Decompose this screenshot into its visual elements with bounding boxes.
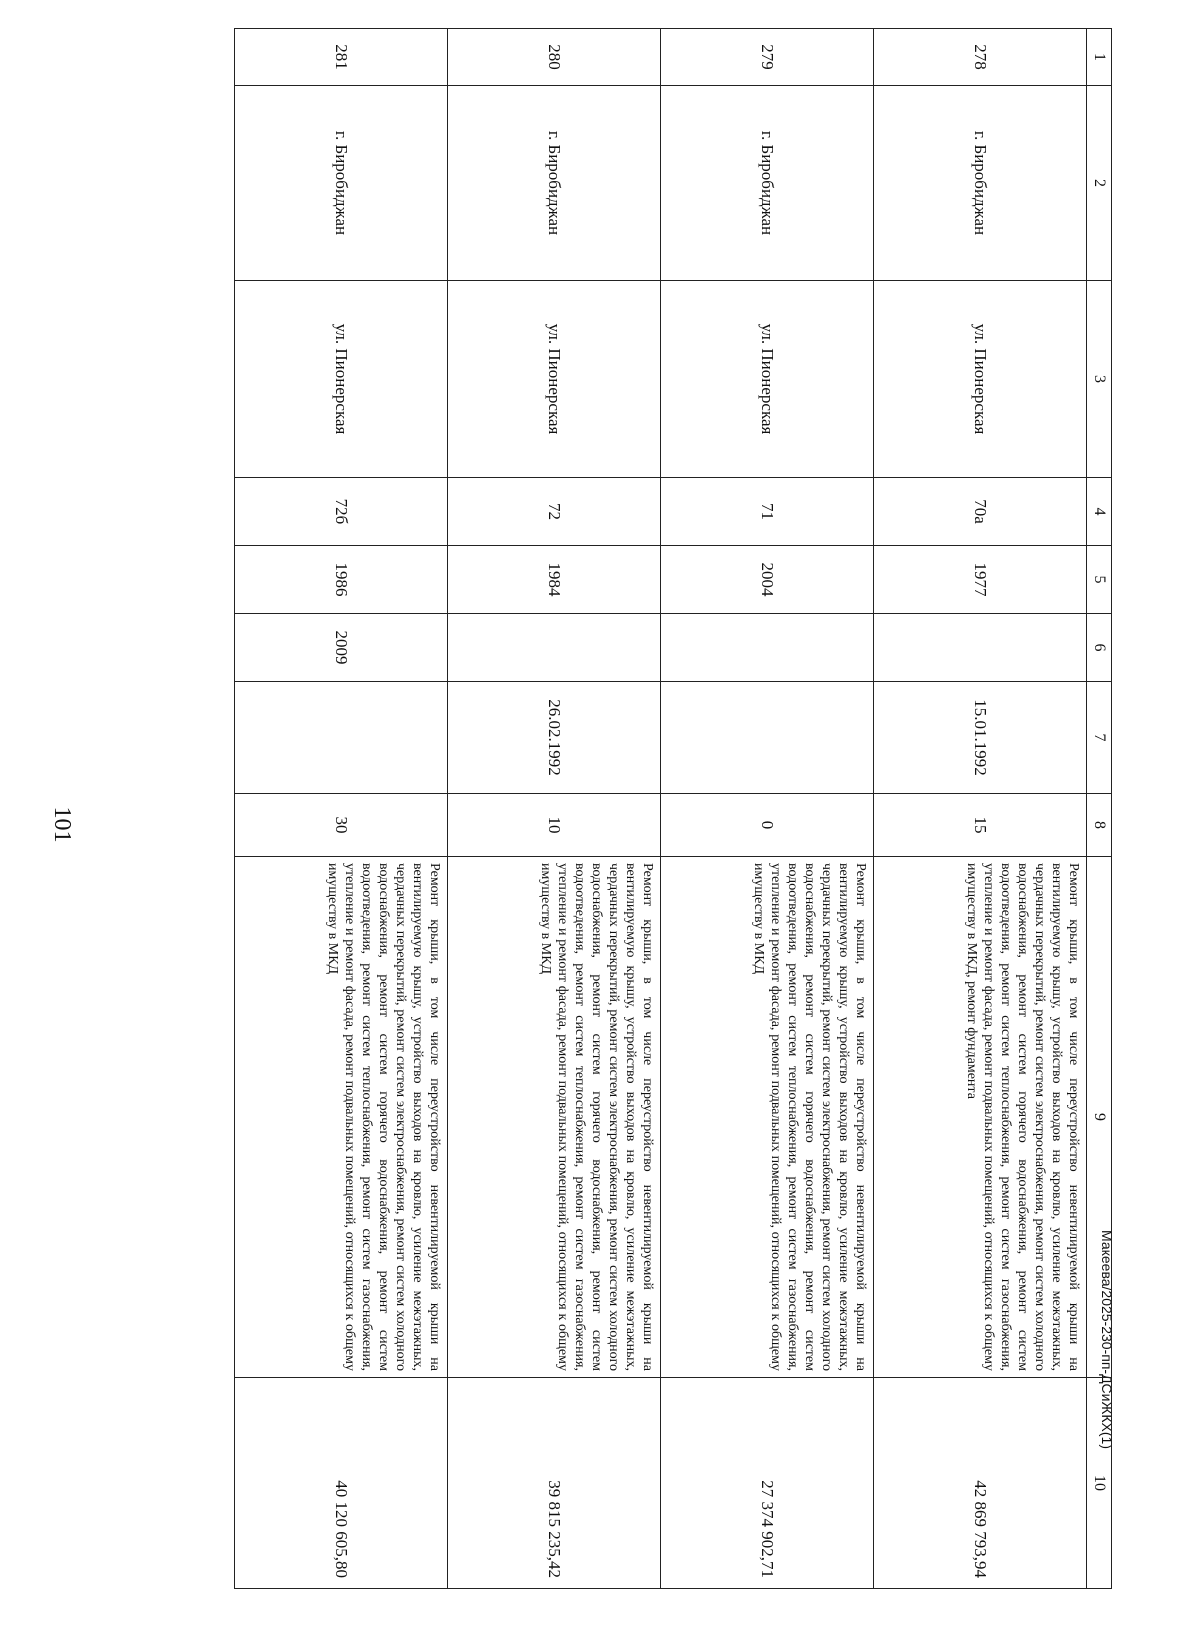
row-number: 281: [235, 29, 448, 86]
row-number: 280: [448, 29, 661, 86]
cost-cell: 40 120 605,80: [235, 1378, 448, 1589]
column-number-row: [1087, 29, 1112, 1589]
column-number: 5: [1087, 546, 1112, 614]
year-built-cell: 1977: [874, 546, 1087, 614]
year-built-cell: 2004: [661, 546, 874, 614]
year-repair-cell: [661, 614, 874, 682]
table-row: [661, 29, 874, 1589]
cost-cell: 27 374 902,71: [661, 1378, 874, 1589]
table-row: [235, 29, 448, 1589]
city-cell: г. Биробиджан: [448, 86, 661, 281]
year-repair-cell: [874, 614, 1087, 682]
year-built-cell: 1984: [448, 546, 661, 614]
row-number: 278: [874, 29, 1087, 86]
works-cell: Ремонт крыши, в том числе переустройство невентилируемой крыши на вентилируемую крышу, устройство выходов на кровлю, усиление межэтажных, чердачных перекрытий, ремонт систем электроснабжения, ремонт систем холодного водоснабжения, ремонт систем горячего водоснабжения, ремонт систем водоотведения, ремонт систем теплоснабжения, ремонт систем газоснабжения, утепление и ремонт фасада, ремонт подвальных помещений, относящихся к общему имуществу в МКД: [235, 857, 448, 1378]
street-cell: ул. Пионерская: [448, 281, 661, 478]
table-body: [235, 29, 1112, 1589]
year-built-cell: 1986: [235, 546, 448, 614]
buildings-table: [234, 28, 1112, 1589]
row-number: 279: [661, 29, 874, 86]
column-number: 7: [1087, 682, 1112, 794]
street-cell: ул. Пионерская: [661, 281, 874, 478]
works-cell: Ремонт крыши, в том числе переустройство невентилируемой крыши на вентилируемую крышу, устройство выходов на кровлю, усиление межэтажных, чердачных перекрытий, ремонт систем электроснабжения, ремонт систем холодного водоснабжения, ремонт систем горячего водоснабжения, ремонт систем водоотведения, ремонт систем теплоснабжения, ремонт систем газоснабжения, утепление и ремонт фасада, ремонт подвальных помещений, относящихся к общему имуществу в МКД, ремонт фундамента: [874, 857, 1087, 1378]
year-repair-cell: 2009: [235, 614, 448, 682]
wear-cell: 10: [448, 794, 661, 857]
column-number: 9: [1087, 857, 1112, 1378]
city-cell: г. Биробиджан: [874, 86, 1087, 281]
page-number: 101: [49, 806, 75, 843]
document-footer: Макеева/2025-230-пп-ДСиЖКХ(1): [1099, 1230, 1115, 1450]
column-number: 4: [1087, 478, 1112, 546]
date-cell: 26.02.1992: [448, 682, 661, 794]
works-cell: Ремонт крыши, в том числе переустройство невентилируемой крыши на вентилируемую крышу, устройство выходов на кровлю, усиление межэтажных, чердачных перекрытий, ремонт систем электроснабжения, ремонт систем холодного водоснабжения, ремонт систем горячего водоснабжения, ремонт систем водоотведения, ремонт систем теплоснабжения, ремонт систем газоснабжения, утепление и ремонт фасада, ремонт подвальных помещений, относящихся к общему имуществу в МКД: [661, 857, 874, 1378]
house-cell: 71: [661, 478, 874, 546]
house-cell: 72б: [235, 478, 448, 546]
wear-cell: 30: [235, 794, 448, 857]
date-cell: [235, 682, 448, 794]
column-number: 8: [1087, 794, 1112, 857]
wear-cell: 15: [874, 794, 1087, 857]
column-number: 10: [1087, 1378, 1112, 1589]
cost-cell: 39 815 235,42: [448, 1378, 661, 1589]
table-row: [874, 29, 1087, 1589]
year-repair-cell: [448, 614, 661, 682]
date-cell: 15.01.1992: [874, 682, 1087, 794]
city-cell: г. Биробиджан: [661, 86, 874, 281]
column-number: 6: [1087, 614, 1112, 682]
street-cell: ул. Пионерская: [235, 281, 448, 478]
house-cell: 70а: [874, 478, 1087, 546]
table-row: [448, 29, 661, 1589]
house-cell: 72: [448, 478, 661, 546]
column-number: 1: [1087, 29, 1112, 86]
column-number: 3: [1087, 281, 1112, 478]
wear-cell: 0: [661, 794, 874, 857]
cost-cell: 42 869 793,94: [874, 1378, 1087, 1589]
column-number: 2: [1087, 86, 1112, 281]
date-cell: [661, 682, 874, 794]
street-cell: ул. Пионерская: [874, 281, 1087, 478]
city-cell: г. Биробиджан: [235, 86, 448, 281]
works-cell: Ремонт крыши, в том числе переустройство невентилируемой крыши на вентилируемую крышу, устройство выходов на кровлю, усиление межэтажных, чердачных перекрытий, ремонт систем электроснабжения, ремонт систем холодного водоснабжения, ремонт систем горячего водоснабжения, ремонт систем водоотведения, ремонт систем теплоснабжения, ремонт систем газоснабжения, утепление и ремонт фасада, ремонт подвальных помещений, относящихся к общему имуществу в МКД: [448, 857, 661, 1378]
